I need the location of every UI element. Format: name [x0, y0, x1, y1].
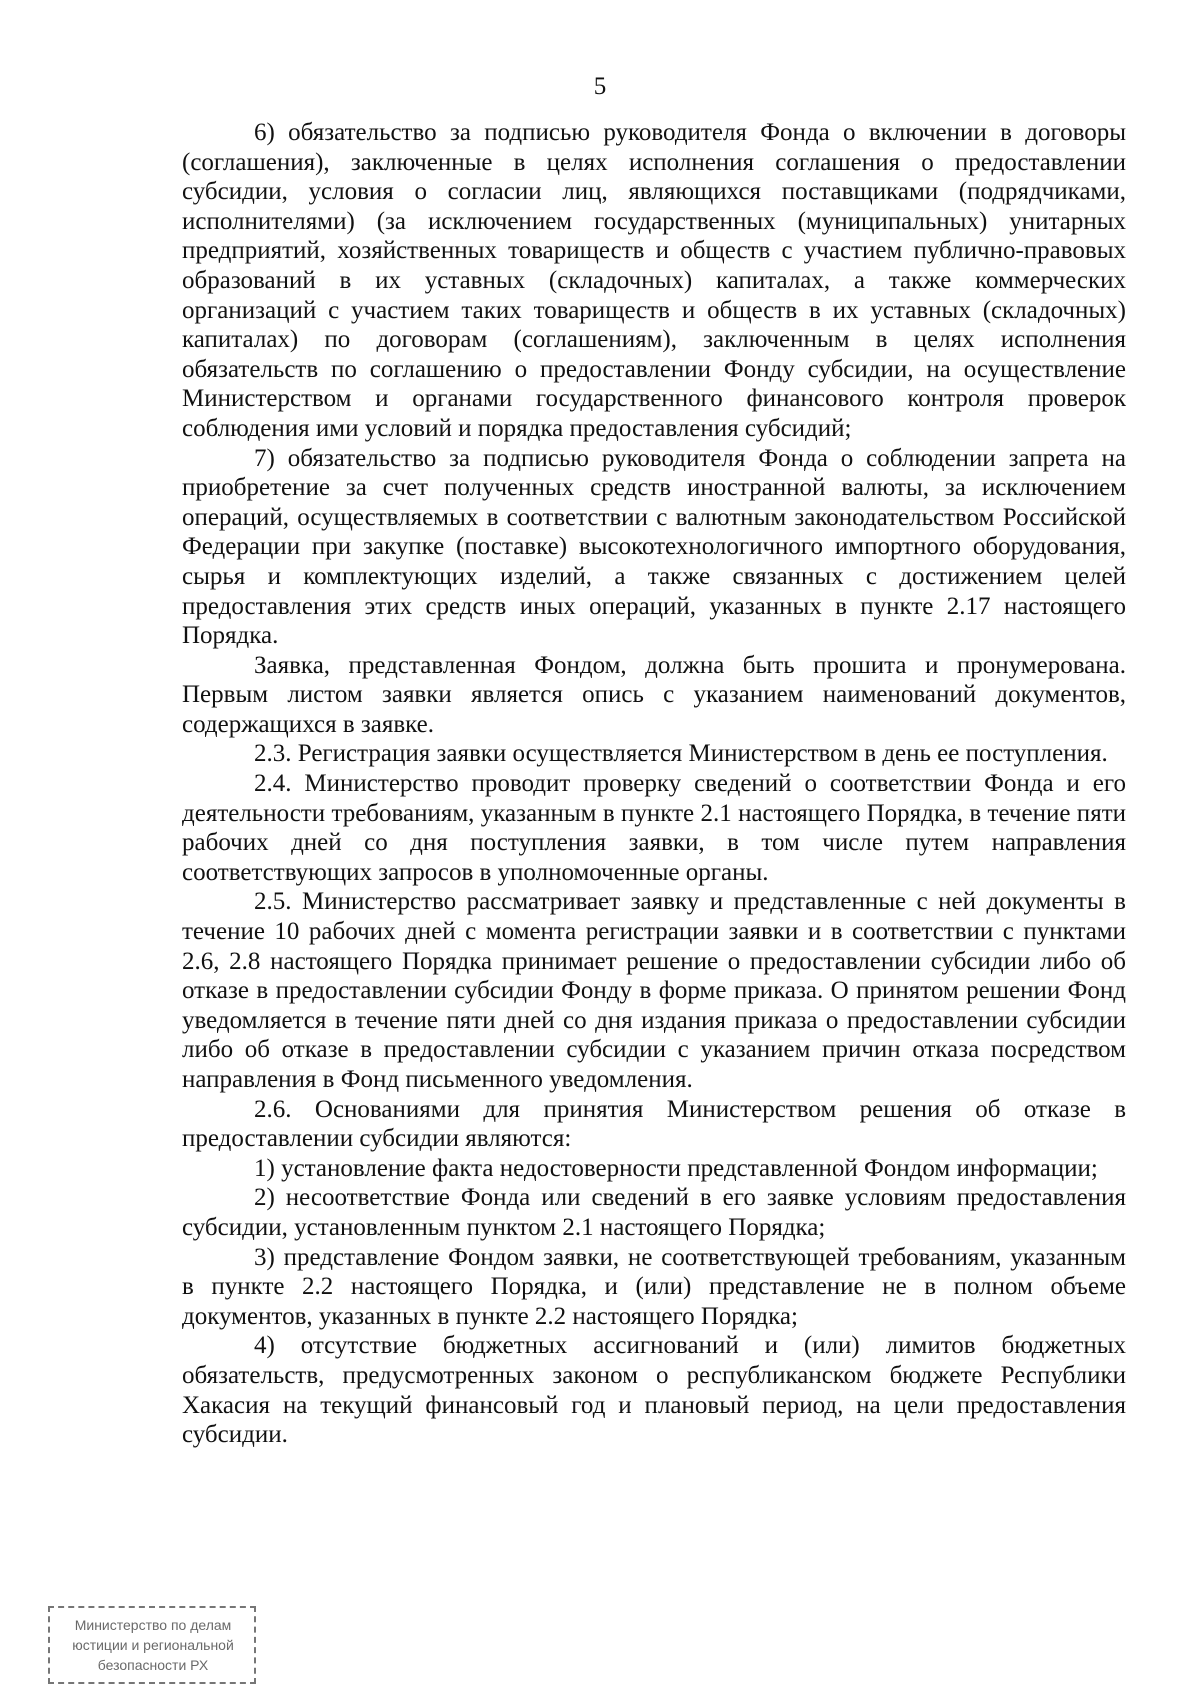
page-number: 5	[593, 73, 607, 100]
paragraph-2-3: 2.3. Регистрация заявки осуществляется Министерством в день ее поступления.	[254, 740, 1108, 768]
paragraph-2-6-4: 4) отсутствие бюджетных ассигнований и (или) лимитов бюджетных обязательств, предусмотренных законом о республиканском бюджете Республики Хакасия на текущий финансовый год и плановый период, на цели предоставления субсидии.	[182, 1332, 1126, 1449]
stamp-line-2: юстиции и региональной	[72, 1637, 234, 1653]
paragraph-application-format: Заявка, представленная Фондом, должна быть прошита и пронумерована. Первым листом заявки является опись с указанием наименований документов, содержащихся в заявке.	[182, 651, 1126, 738]
paragraph-2-6-3: 3) представление Фондом заявки, не соответствующей требованиям, указанным в пункте 2.2 настоящего Порядка, и (или) представление не в полном объеме документов, указанных в пункте 2.2 настоящего Порядка;	[182, 1243, 1126, 1330]
stamp-line-3: безопасности РХ	[97, 1657, 209, 1673]
stamp-line-1: Министерство по делам	[74, 1617, 232, 1633]
paragraph-2-5: 2.5. Министерство рассматривает заявку и представленные с ней документы в течение 10 рабочих дней с момента регистрации заявки и в соответствии с пунктами 2.6, 2.8 настоящего Порядка принимает решение о предоставлении субсидии либо об отказе в предоставлении субсидии Фонду в форме приказа. О принятом решении Фонд уведомляется в течение пяти дней со дня издания приказа о предоставлении субсидии либо об отказе в предоставлении субсидии с указанием причин отказа посредством направления в Фонд письменного уведомления.	[182, 888, 1126, 1093]
registration-stamp	[48, 1606, 256, 1684]
document-body	[182, 118, 1126, 1450]
paragraph-item-7: 7) обязательство за подписью руководителя Фонда о соблюдении запрета на приобретение за счет полученных средств иностранной валюты, за исключением операций, осуществляемых в соответствии с валютным законодательством Российской Федерации при закупке (поставке) высокотехнологичного импортного оборудования, сырья и комплектующих изделий, а также связанных с достижением целей предоставления этих средств иных операций, указанных в пункте 2.17 настоящего Порядка.	[182, 444, 1126, 650]
paragraph-2-6-2: 2) несоответствие Фонда или сведений в его заявке условиям предоставления субсидии, установленным пунктом 2.1 настоящего Порядка;	[182, 1184, 1126, 1241]
paragraph-2-6: 2.6. Основаниями для принятия Министерством решения об отказе в предоставлении субсидии являются:	[182, 1095, 1126, 1153]
paragraph-item-6: 6) обязательство за подписью руководителя Фонда о включении в договоры (соглашения), заключенные в целях исполнения соглашения о предоставлении субсидии, условия о согласии лиц, являющихся поставщиками (подрядчиками, исполнителями) (за исключением государственных (муниципальных) унитарных предприятий, хозяйственных товариществ и обществ с участием публично-правовых образований в их уставных (складочных) капиталах, а также коммерческих организаций с участием таких товариществ и обществ в их уставных (складочных) капиталах) по договорам (соглашениям), заключенным в целях исполнения обязательств по соглашению о предоставлении Фонду субсидии, на осуществление Министерством и органами государственного финансового контроля проверок соблюдения ими условий и порядка предоставления субсидий;	[182, 119, 1126, 442]
paragraph-2-6-1: 1) установление факта недостоверности представленной Фондом информации;	[254, 1154, 1098, 1182]
paragraph-2-4: 2.4. Министерство проводит проверку сведений о соответствии Фонда и его деятельности требованиям, указанным в пункте 2.1 настоящего Порядка, в течение пяти рабочих дней со дня поступления заявки, в том числе путем направления соответствующих запросов в уполномоченные органы.	[182, 770, 1126, 886]
